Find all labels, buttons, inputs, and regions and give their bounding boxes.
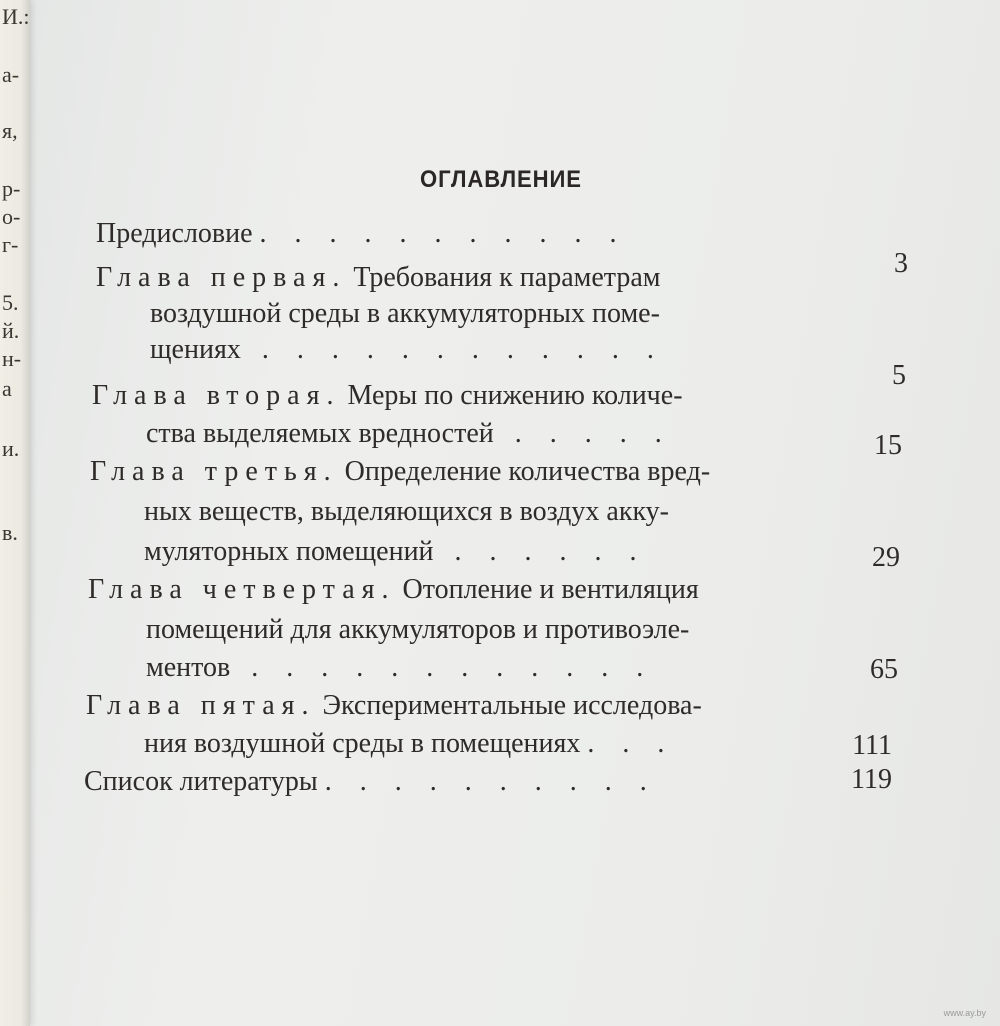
chapter-label: Глава первая. [96, 262, 347, 293]
chapter-label: Глава пятая. [86, 690, 316, 721]
chapter-title-line: помещений для аккумуляторов и противоэле- [146, 614, 690, 645]
chapter-title-line: Требования к параметрам [353, 262, 661, 293]
toc-entry-chapter-5-cont [144, 728, 664, 760]
page-number: 3 [894, 248, 908, 279]
toc-entry-chapter-2-cont [146, 418, 662, 450]
page-number: 15 [874, 430, 902, 461]
margin-fragment: н- [2, 346, 22, 371]
dot-leader: . . . . . . . . . . . . [230, 652, 644, 683]
margin-fragment: а- [2, 62, 20, 87]
toc-title: ОГЛАВЛЕНИЕ [420, 166, 582, 193]
dot-leader: . . . . . . . . . . . . [240, 334, 654, 365]
chapter-title-line: щениях [150, 334, 241, 365]
chapter-title-line: муляторных помещений [144, 536, 434, 567]
page-number: 119 [851, 764, 892, 795]
page-number: 5 [892, 360, 906, 391]
margin-fragment: г- [2, 232, 19, 257]
chapter-label: Глава четвертая. [88, 574, 396, 605]
chapter-title-line: Экспериментальные исследова- [322, 690, 702, 721]
page-number: 29 [872, 542, 900, 573]
toc-entry-chapter-1[interactable] [96, 262, 661, 294]
dot-leader: . . . . . . . . . . . [252, 218, 617, 249]
toc-entry-preface[interactable] [96, 218, 617, 250]
margin-fragment: р- [2, 176, 21, 201]
toc-entry-chapter-5[interactable] [86, 690, 702, 722]
margin-fragment: в. [2, 520, 18, 545]
margin-fragment: я, [2, 118, 18, 143]
chapter-label: Глава третья. [90, 456, 338, 487]
toc-entry-chapter-3[interactable] [90, 456, 710, 488]
dot-leader: . . . . . [493, 418, 662, 449]
toc-entry-chapter-4-cont [146, 652, 643, 684]
dot-leader: . . . [580, 728, 665, 759]
page-number: 111 [852, 730, 892, 761]
facing-page-edge [0, 0, 30, 1026]
margin-fragment: а [2, 376, 12, 401]
chapter-title-line: Отопление и вентиляция [402, 574, 699, 605]
margin-fragment: И.: [2, 4, 30, 29]
entry-label: Список литературы [84, 766, 318, 797]
chapter-title-line: воздушной среды в аккумуляторных поме- [150, 298, 660, 329]
margin-fragment: и. [2, 436, 20, 461]
watermark: www.ay.by [943, 1008, 986, 1018]
margin-fragment: о- [2, 204, 21, 229]
chapter-title-line: ства выделяемых вредностей [146, 418, 494, 449]
chapter-title-line: ментов [146, 652, 231, 683]
dot-leader: . . . . . . . . . . [317, 766, 647, 797]
chapter-title-line: ных веществ, выделяющихся в воздух акку- [144, 496, 669, 527]
page-number: 65 [870, 654, 898, 685]
margin-fragment: й. [2, 318, 20, 343]
dot-leader: . . . . . . [433, 536, 637, 567]
chapter-title-line: ния воздушной среды в помещениях [144, 728, 581, 759]
toc-entry-chapter-4[interactable] [88, 574, 699, 606]
chapter-title-line: Меры по снижению количе- [347, 380, 683, 411]
entry-label: Предисловие [96, 218, 253, 249]
toc-entry-chapter-2[interactable] [92, 380, 683, 412]
toc-entry-chapter-1-cont [150, 334, 654, 366]
chapter-title-line: Определение количества вред- [344, 456, 711, 487]
chapter-label: Глава вторая. [92, 380, 341, 411]
toc-entry-chapter-3-cont [144, 536, 637, 568]
toc-entry-references[interactable] [84, 766, 647, 798]
margin-fragment: 5. [2, 290, 19, 315]
